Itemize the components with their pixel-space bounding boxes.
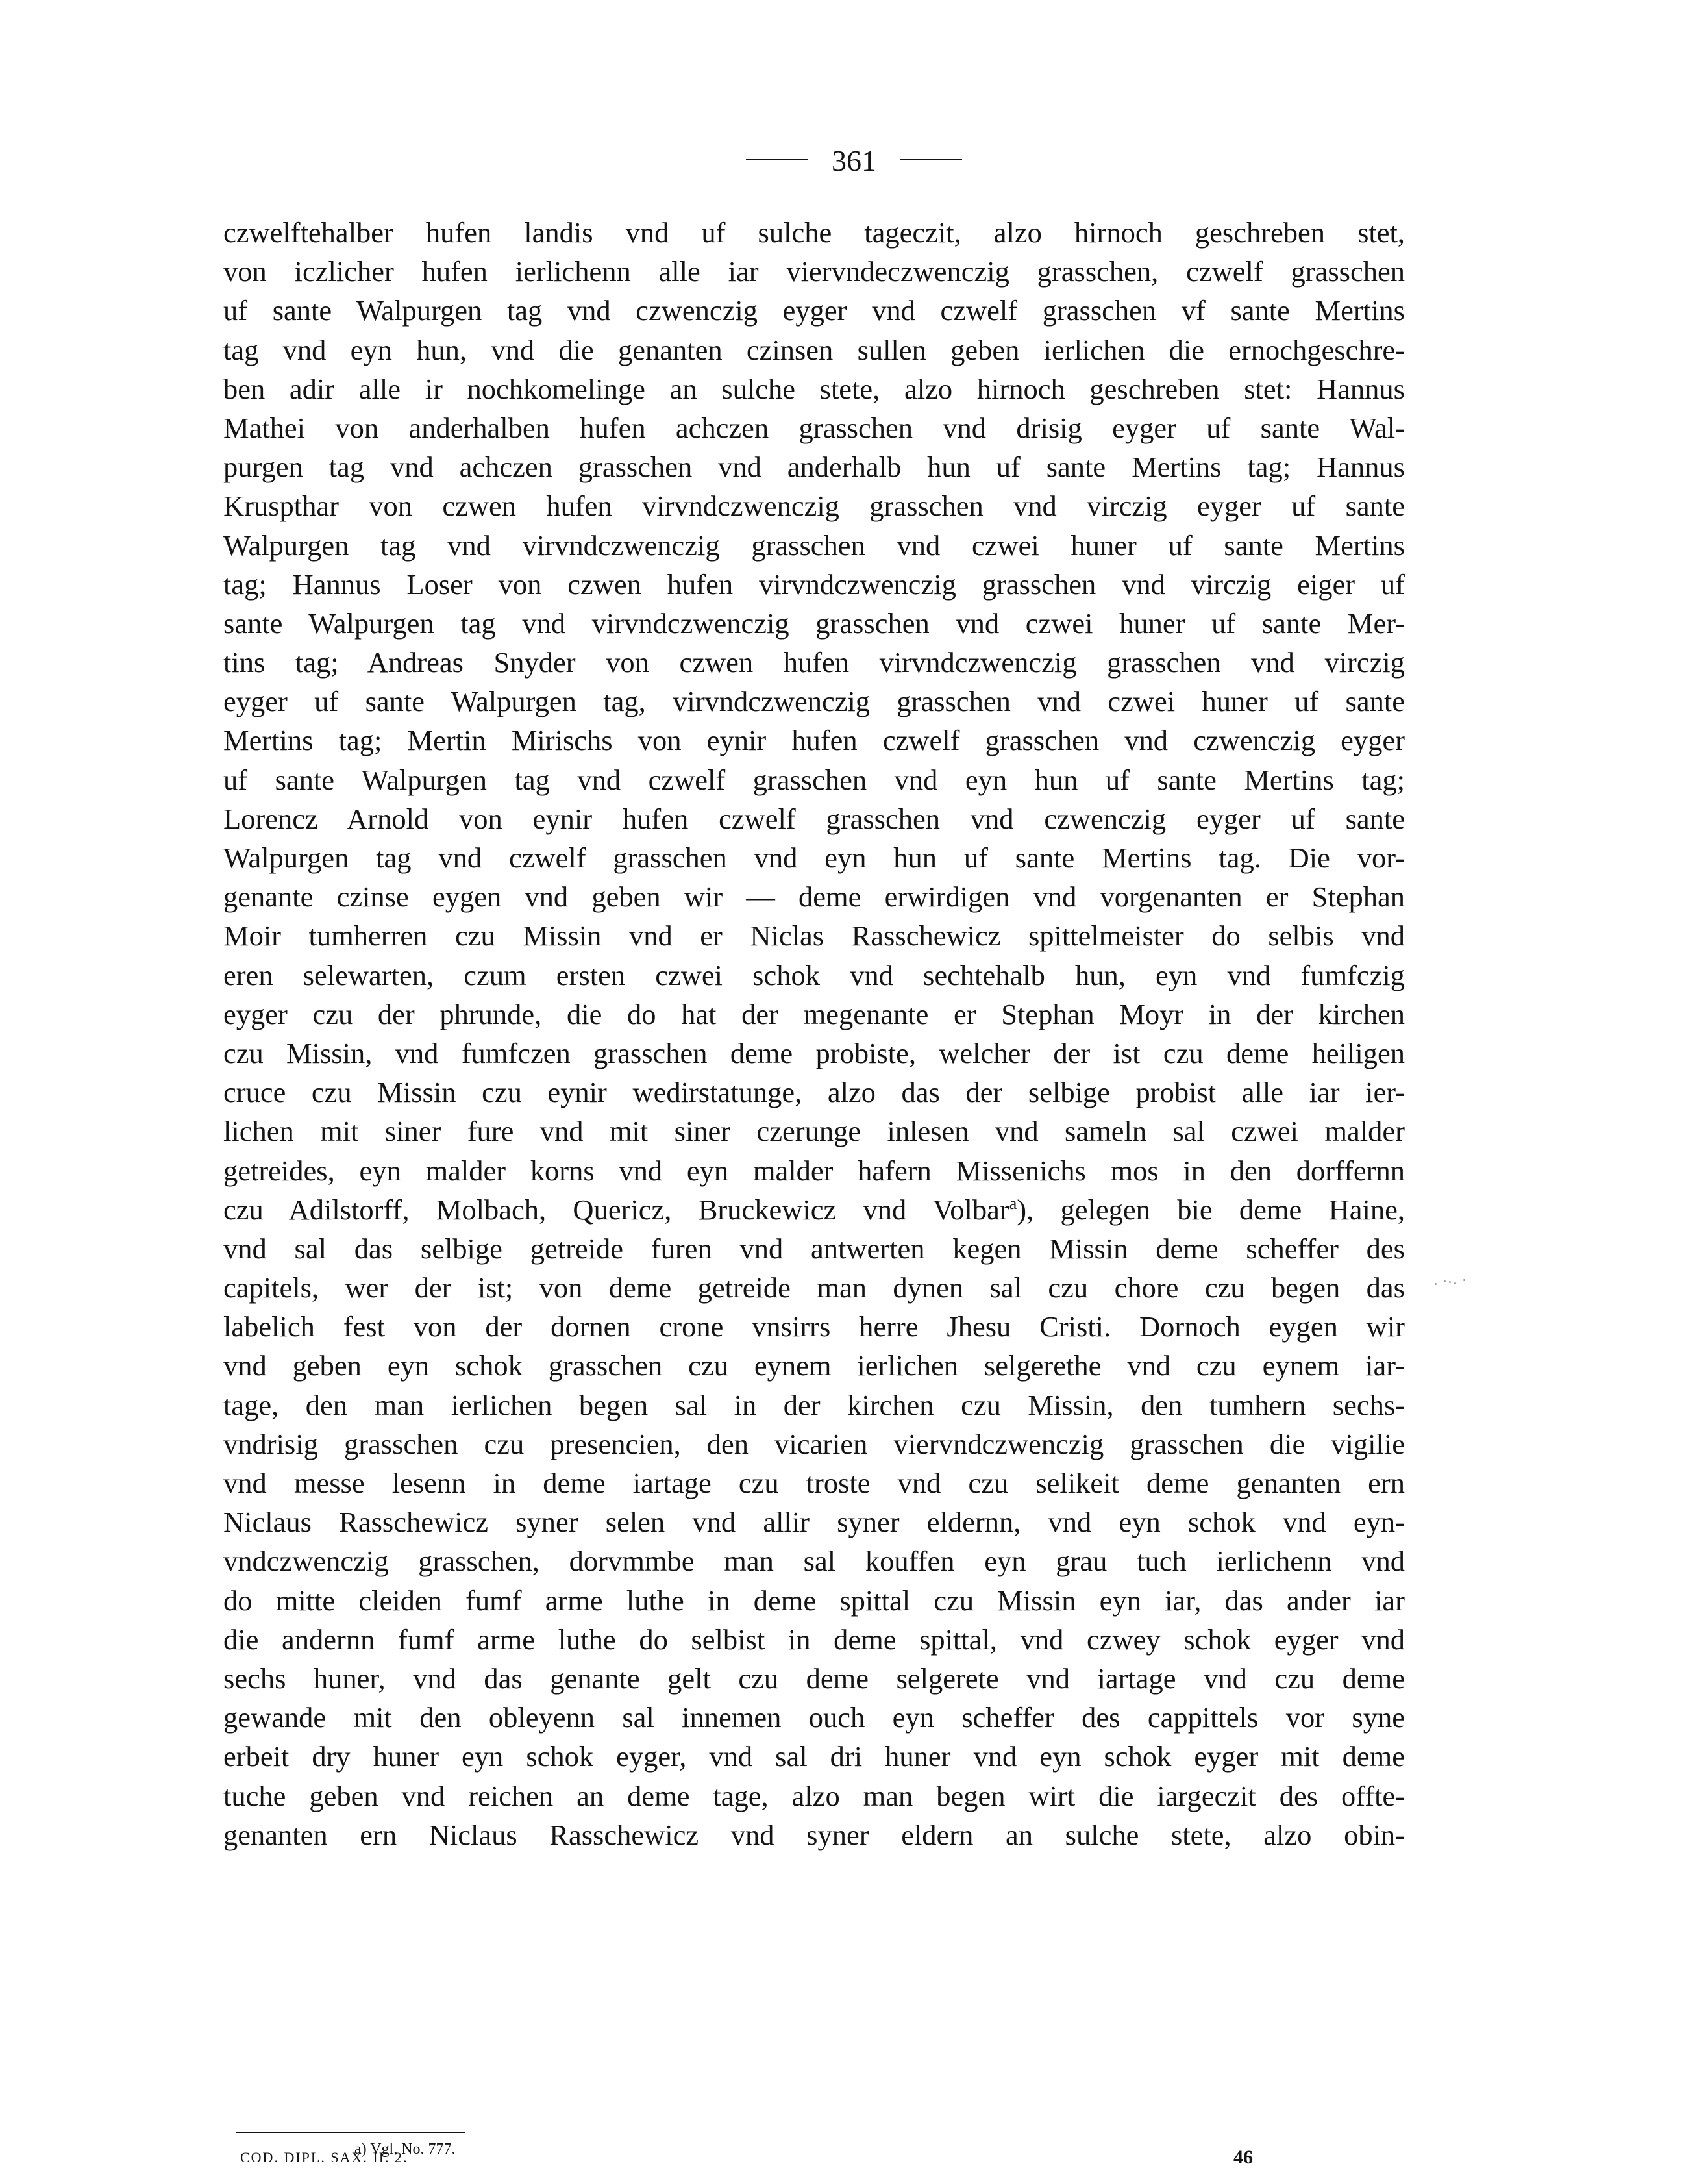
text-line: Walpurgen tag vnd czwelf grasschen vnd eyn hun uf sante Mertins tag. Die vor- <box>223 841 1405 874</box>
text-line: genanten ern Niclaus Rasschewicz vnd syner eldern an sulche stete, alzo obin- <box>223 1818 1405 1851</box>
text-line: lichen mit siner fure vnd mit siner czerunge inlesen vnd sameln sal czwei malder <box>223 1115 1405 1148</box>
text-line: Moir tumherren czu Missin vnd er Niclas Rasschewicz spittelmeister do selbis vnd <box>223 919 1405 953</box>
text-line: Kruspthar von czwen hufen virvndczwenczig grasschen vnd virczig eyger uf sante <box>223 490 1405 523</box>
text-line: vnd geben eyn schok grasschen czu eynem ierlichen selgerethe vnd czu eynem iar- <box>223 1349 1405 1382</box>
text-line: Mathei von anderhalben hufen achczen grasschen vnd drisig eyger uf sante Wal- <box>223 411 1405 444</box>
footnote-rule <box>236 2132 465 2133</box>
text-line: eyger czu der phrunde, die do hat der megenante er Stephan Moyr in der kirchen <box>223 997 1405 1030</box>
text-line: Niclaus Rasschewicz syner selen vnd allir syner eldernn, vnd eyn schok vnd eyn- <box>223 1506 1405 1539</box>
footnote-marker: a <box>1009 1193 1017 1213</box>
text-line: getreides, eyn malder korns vnd eyn malder hafern Missenichs mos in den dorffernn <box>223 1154 1405 1187</box>
text-line: sante Walpurgen tag vnd virvndczwenczig grasschen vnd czwei huner uf sante Mer- <box>223 606 1405 640</box>
text-line: tag; Hannus Loser von czwen hufen virvndczwenczig grasschen vnd virczig eiger uf <box>223 567 1405 601</box>
text-line: capitels, wer der ist; von deme getreide man dynen sal czu chore czu begen das <box>223 1271 1405 1304</box>
text-line: gewande mit den obleyenn sal innemen ouch eyn scheffer des cappittels vor syne <box>223 1701 1405 1734</box>
text-line: Mertins tag; Mertin Mirischs von eynir hufen czwelf grasschen vnd czwenczig eyger <box>223 724 1405 757</box>
text-line: sechs huner, vnd das genante gelt czu deme selgerete vnd iartage vnd czu deme <box>223 1662 1405 1695</box>
text-line: purgen tag vnd achczen grasschen vnd anderhalb hun uf sante Mertins tag; Hannus <box>223 451 1405 484</box>
text-line: labelich fest von der dornen crone vnsirrs herre Jhesu Cristi. Dornoch eygen wir <box>223 1310 1405 1343</box>
page-number: 361 <box>832 144 876 177</box>
margin-speck <box>1435 1279 1474 1288</box>
text-line: tag vnd eyn hun, vnd die genanten czinsen sullen geben ierlichen die ernochgeschre- <box>223 333 1405 366</box>
text-line: czwelftehalber hufen landis vnd uf sulche tageczit, alzo hirnoch geschreben stet, <box>223 216 1405 249</box>
text-line: vndrisig grasschen czu presencien, den vicarien viervndczwenczig grasschen die vigilie <box>223 1427 1405 1460</box>
header-dash-left <box>746 159 808 160</box>
footnote: a) Vgl. No. 777. <box>354 2141 456 2158</box>
text-line: vnd messe lesenn in deme iartage czu troste vnd czu selikeit deme genanten ern <box>223 1467 1405 1499</box>
text-line: czu Missin, vnd fumfczen grasschen deme probiste, welcher der ist czu deme heiligen <box>223 1036 1405 1069</box>
text-line: tins tag; Andreas Snyder von czwen hufen virvndczwenczig grasschen vnd virczig <box>223 646 1405 679</box>
text-line: die andernn fumf arme luthe do selbist in deme spittal, vnd czwey schok eyger vnd <box>223 1623 1405 1656</box>
text-line: genante czinse eygen vnd geben wir — deme erwirdigen vnd vorgenanten er Stephan <box>223 880 1405 914</box>
text-line: Lorencz Arnold von eynir hufen czwelf grasschen vnd czwenczig eyger uf sante <box>223 802 1405 835</box>
sheet-number: 46 <box>1233 2147 1253 2168</box>
text-line: Walpurgen tag vnd virvndczwenczig grasschen vnd czwei huner uf sante Mertins <box>223 529 1405 562</box>
text-line: tuche geben vnd reichen an deme tage, alzo man begen wirt die iargeczit des offte- <box>223 1779 1405 1812</box>
text-line: von iczlicher hufen ierlichenn alle iar viervndeczwenczig grasschen, czwelf grasschen <box>223 255 1405 288</box>
text-line: czu Adilstorff, Molbach, Quericz, Bruckewicz vnd Volbar$^a$), gelegen bie deme Haine, <box>223 1193 1405 1226</box>
text-line: cruce czu Missin czu eynir wedirstatunge, alzo das der selbige probist alle iar ier- <box>223 1076 1405 1109</box>
text-line: eyger uf sante Walpurgen tag, virvndczwenczig grasschen vnd czwei huner uf sante <box>223 685 1405 718</box>
text-line: ben adir alle ir nochkomelinge an sulche stete, alzo hirnoch geschreben stet: Hannus <box>223 372 1405 405</box>
text-line: do mitte cleiden fumf arme luthe in deme spittal czu Missin eyn iar, das ander iar <box>223 1584 1405 1617</box>
text-line: eren selewarten, czum ersten czwei schok vnd sechtehalb hun, eyn vnd fumfczig <box>223 958 1405 991</box>
header-dash-right <box>900 159 962 160</box>
signature-mark: COD. DIPL. SAX. II. 2. <box>240 2149 408 2165</box>
text-line: vndczwenczig grasschen, dorvmmbe man sal kouffen eyn grau tuch ierlichenn vnd <box>223 1545 1405 1578</box>
page-header <box>0 142 1708 181</box>
text-line: vnd sal das selbige getreide furen vnd antwerten kegen Missin deme scheffer des <box>223 1232 1405 1265</box>
text-line: uf sante Walpurgen tag vnd czwelf grasschen vnd eyn hun uf sante Mertins tag; <box>223 763 1405 796</box>
body-text <box>223 213 1405 1854</box>
text-line: erbeit dry huner eyn schok eyger, vnd sal dri huner vnd eyn schok eyger mit deme <box>223 1740 1405 1773</box>
text-line: tage, den man ierlichen begen sal in der kirchen czu Missin, den tumhern sechs- <box>223 1388 1405 1421</box>
text-line: uf sante Walpurgen tag vnd czwenczig eyger vnd czwelf grasschen vf sante Mertins <box>223 294 1405 327</box>
